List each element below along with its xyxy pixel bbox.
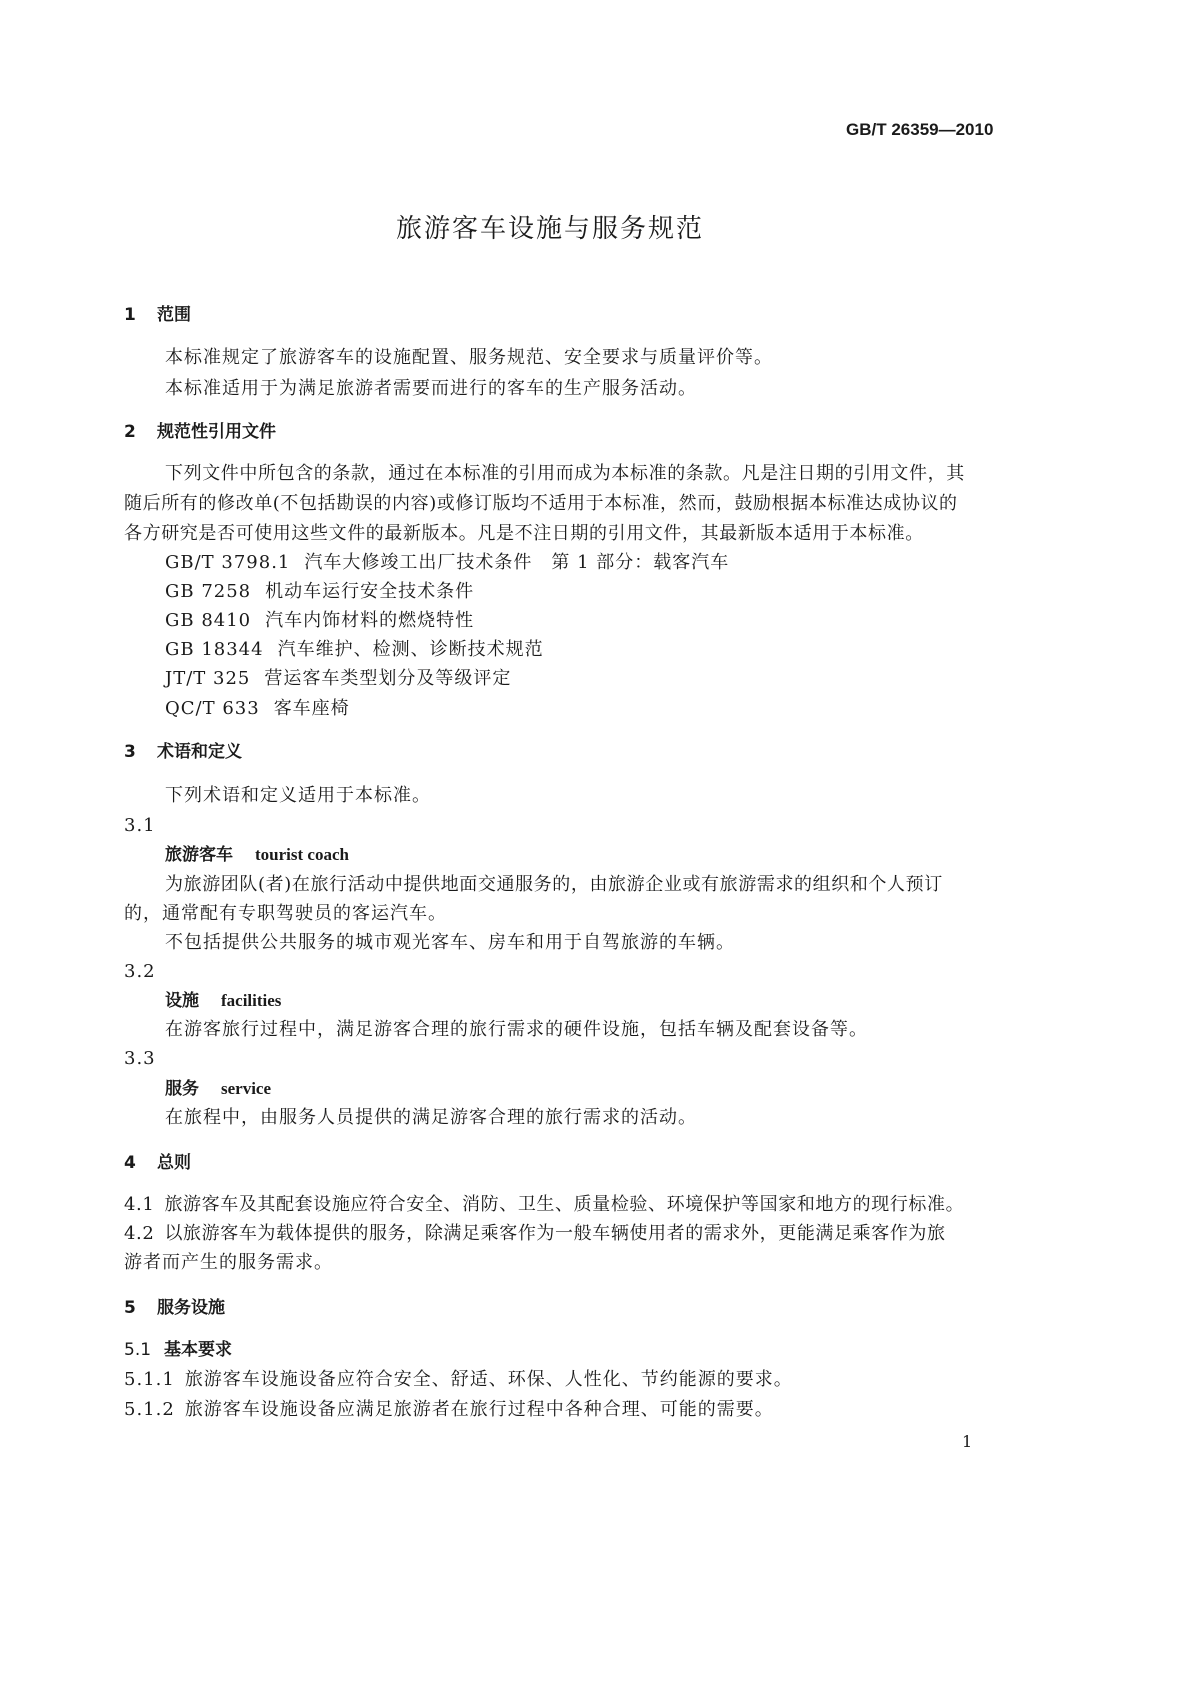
paragraph-text: 旅游客车及其配套设施应符合安全、消防、卫生、质量检验、环境保护等国家和地方的现行标准。: [164, 1194, 965, 1215]
section-2-heading: [124, 420, 276, 444]
paragraph-text: 以旅游客车为载体提供的服务，除满足乘客作为一般车辆使用者的需求外，更能满足乘客作为旅: [164, 1223, 946, 1244]
section-title: 术语和定义: [157, 742, 242, 762]
subsection-5-1-heading: [124, 1338, 232, 1362]
paragraph-text: 旅游客车设施设备应满足旅游者在旅行过程中各种合理、可能的需要。: [184, 1399, 774, 1420]
definition-line: 在旅程中，由服务人员提供的满足游客合理的旅行需求的活动。: [165, 1107, 697, 1128]
section-title: 规范性引用文件: [157, 422, 276, 442]
section-number: 5: [124, 1298, 136, 1318]
term-en: service: [221, 1079, 272, 1098]
section-4-heading: [124, 1151, 191, 1175]
reference-title: 汽车内饰材料的燃烧特性: [265, 610, 475, 631]
reference-code: GB 18344: [165, 639, 264, 660]
paragraph-line: 下列文件中所包含的条款，通过在本标准的引用而成为本标准的条款。凡是注日期的引用文件，其: [165, 463, 965, 484]
reference-code: JT/T 325: [165, 668, 251, 689]
reference-item: [165, 697, 350, 721]
paragraph-number: 5.1.1: [124, 1369, 175, 1390]
reference-item: [165, 580, 474, 604]
paragraph: 本标准规定了旅游客车的设施配置、服务规范、安全要求与质量评价等。: [165, 347, 773, 368]
section-number: 4: [124, 1153, 136, 1173]
reference-title: 客车座椅: [273, 698, 350, 719]
section-1-heading: [124, 303, 191, 327]
paragraph-number: 5.1.2: [124, 1399, 175, 1420]
subsection-number: 5.1: [124, 1340, 152, 1360]
definition-line: 为旅游团队(者)在旅行活动中提供地面交通服务的，由旅游企业或有旅游需求的组织和个人预订: [165, 874, 943, 895]
reference-item: [165, 638, 544, 662]
reference-title: 营运客车类型划分及等级评定: [264, 668, 512, 689]
paragraph: 本标准适用于为满足旅游者需要而进行的客车的生产服务活动。: [165, 378, 697, 399]
definition-line: 在游客旅行过程中，满足游客合理的旅行需求的硬件设施，包括车辆及配套设备等。: [165, 1019, 868, 1040]
term-number: 3.1: [124, 815, 156, 836]
numbered-paragraph: [124, 1222, 946, 1246]
standard-number: GB/T 26359—2010: [846, 120, 994, 139]
subsection-title: 基本要求: [164, 1340, 232, 1360]
paragraph-line: 随后所有的修改单(不包括勘误的内容)或修订版均不适用于本标准，然而，鼓励根据本标准达成协议的: [124, 493, 958, 514]
section-title: 总则: [157, 1153, 191, 1173]
reference-item: [165, 609, 474, 633]
paragraph-line: 各方研究是否可使用这些文件的最新版本。凡是不注日期的引用文件，其最新版本适用于本标准。: [124, 523, 924, 544]
term-heading: [165, 989, 281, 1013]
term-heading: [165, 843, 349, 867]
reference-item: [165, 551, 729, 575]
page-number: 1: [962, 1432, 973, 1451]
paragraph-line: 游者而产生的服务需求。: [124, 1252, 333, 1273]
document-title: 旅游客车设施与服务规范: [396, 214, 705, 244]
reference-title: 汽车维护、检测、诊断技术规范: [277, 639, 544, 660]
term-zh: 设施: [165, 991, 199, 1011]
reference-code: GB/T 3798.1: [165, 552, 291, 573]
definition-line: 的，通常配有专职驾驶员的客运汽车。: [124, 903, 447, 924]
paragraph-number: 4.1: [124, 1194, 155, 1215]
paragraph-number: 4.2: [124, 1223, 155, 1244]
term-zh: 旅游客车: [165, 845, 233, 865]
term-en: tourist coach: [255, 845, 349, 864]
section-number: 3: [124, 742, 136, 762]
paragraph-text: 旅游客车设施设备应符合安全、舒适、环保、人性化、节约能源的要求。: [184, 1369, 793, 1390]
section-number: 1: [124, 305, 136, 325]
section-title: 服务设施: [157, 1298, 225, 1318]
reference-title: 机动车运行安全技术条件: [265, 581, 475, 602]
reference-item: [165, 667, 511, 691]
term-heading: [165, 1077, 271, 1101]
section-number: 2: [124, 422, 136, 442]
term-en: facilities: [221, 991, 282, 1010]
paragraph: 下列术语和定义适用于本标准。: [165, 785, 431, 806]
reference-title: 汽车大修竣工出厂技术条件 第 1 部分：载客汽车: [304, 552, 730, 573]
numbered-paragraph: [124, 1193, 964, 1217]
reference-code: GB 8410: [165, 610, 252, 631]
section-3-heading: [124, 740, 242, 764]
reference-code: QC/T 633: [165, 698, 260, 719]
numbered-paragraph: [124, 1368, 793, 1392]
term-number: 3.3: [124, 1048, 156, 1069]
reference-code: GB 7258: [165, 581, 252, 602]
section-5-heading: [124, 1296, 225, 1320]
numbered-paragraph: [124, 1398, 774, 1422]
term-zh: 服务: [165, 1079, 199, 1099]
term-number: 3.2: [124, 961, 156, 982]
definition-note: 不包括提供公共服务的城市观光客车、房车和用于自驾旅游的车辆。: [165, 932, 735, 953]
section-title: 范围: [157, 305, 191, 325]
